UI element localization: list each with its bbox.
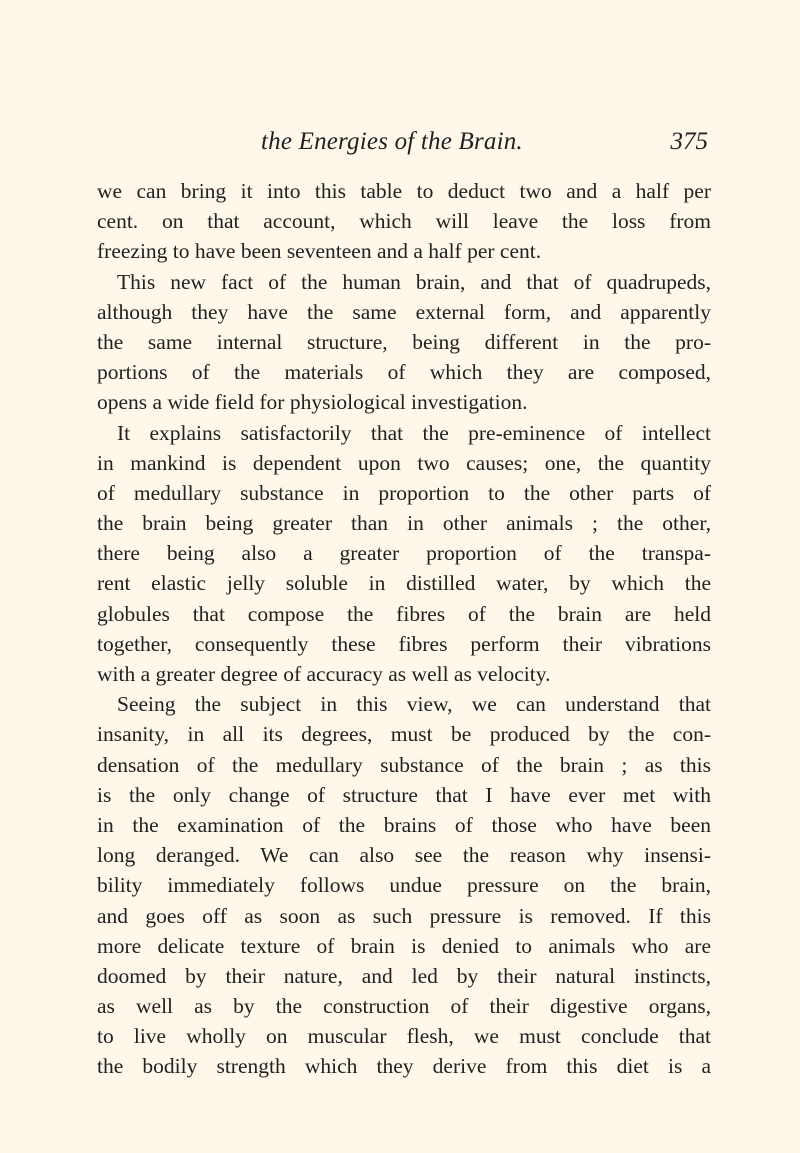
text-line: bility immediately follows undue pressure on the brain, [97, 873, 711, 898]
running-title: the Energies of the Brain. [261, 128, 523, 155]
text-line: portions of the materials of which they are composed, [97, 360, 711, 385]
text-line: densation of the medullary substance of the brain ; as this [97, 752, 711, 777]
text-line: we can bring it into this table to deduct two and a half per [97, 179, 711, 203]
text-line: to live wholly on muscular flesh, we must conclude that [97, 1024, 711, 1049]
text-line: as well as by the construction of their digestive organs, [97, 994, 711, 1019]
text-line: of medullary substance in proportion to the other parts of [97, 480, 711, 505]
text-line: This new fact of the human brain, and that of quadrupeds, [117, 269, 711, 294]
text-line: the bodily strength which they derive from this diet is a [97, 1054, 711, 1079]
text-line: insanity, in all its degrees, must be produced by the con- [97, 722, 711, 747]
text-line: It explains satisfactorily that the pre-eminence of intellect [117, 420, 711, 445]
text-line: freezing to have been seventeen and a half per cent. [97, 239, 542, 264]
page-number: 375 [670, 128, 708, 155]
text-line: is the only change of structure that I have ever met with [97, 782, 711, 807]
text-line: the same internal structure, being different in the pro- [97, 329, 711, 354]
text-line: Seeing the subject in this view, we can understand that [117, 692, 711, 717]
text-line: together, consequently these fibres perform their vibrations [97, 631, 711, 656]
text-line: although they have the same external form, and apparently [97, 299, 711, 324]
text-line: globules that compose the fibres of the brain are held [97, 601, 711, 626]
text-line: the brain being greater than in other animals ; the other, [97, 511, 711, 536]
text-line: and goes off as soon as such pressure is removed. If this [97, 903, 711, 928]
body-text [97, 176, 711, 1082]
text-line: cent. on that account, which will leave the loss from [97, 209, 711, 234]
text-line: in the examination of the brains of those who have been [97, 812, 711, 837]
text-line: long deranged. We can also see the reason why insensi- [97, 843, 711, 868]
running-head [236, 128, 708, 158]
text-line: rent elastic jelly soluble in distilled water, by which the [97, 571, 711, 596]
text-line: opens a wide field for physiological investigation. [97, 390, 528, 415]
text-line: with a greater degree of accuracy as well as velocity. [97, 662, 551, 686]
text-line: there being also a greater proportion of the transpa- [97, 541, 711, 566]
text-line: doomed by their nature, and led by their natural instincts, [97, 963, 711, 988]
text-line: more delicate texture of brain is denied to animals who are [97, 933, 711, 958]
text-line: in mankind is dependent upon two causes; one, the quantity [97, 450, 711, 475]
